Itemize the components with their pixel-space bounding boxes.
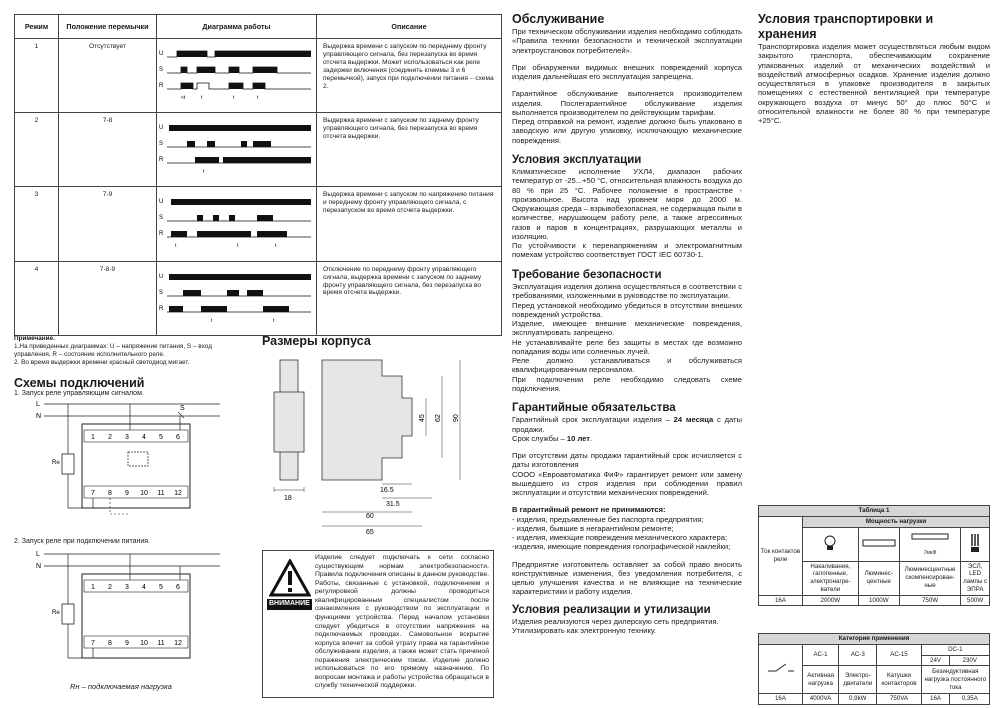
- cell: 16А: [759, 595, 803, 606]
- load-type: Люминесцентные скомпенсирован-ные: [899, 561, 960, 595]
- paragraph: Изделия реализуются через дилерскую сеть предприятия.: [512, 617, 719, 626]
- paragraph: По устойчивости к перенапряжениям и электромагнитным помехам устройство соответствует ГОСТ IEC 60730-1.: [512, 241, 742, 260]
- category-header: Категория применения: [759, 634, 990, 645]
- scheme-1-caption: 1. Запуск реле управляющим сигналом.: [14, 390, 144, 397]
- label-t: t: [233, 95, 235, 101]
- jumper-position: 7-9: [59, 187, 157, 261]
- wiring-scheme-1: [30, 398, 230, 528]
- scheme-2-caption: 2. Запуск реле при подключении питания.: [14, 538, 150, 545]
- svg-text:9: 9: [125, 640, 129, 647]
- paragraph: Срок службы – 10 лет.: [512, 433, 593, 443]
- svg-text:8: 8: [108, 490, 112, 497]
- warning-box: [262, 550, 494, 698]
- schemes-title: Схемы подключений: [14, 376, 145, 390]
- list-item: - изделия, бывшие в негарантийном ремонте;: [512, 523, 674, 533]
- svg-text:12: 12: [174, 640, 182, 647]
- mode-number: 3: [15, 187, 59, 261]
- dim-18: 18: [284, 495, 292, 502]
- paragraph: В гарантийный ремонт не принимаются:: [512, 505, 666, 515]
- label-n: N: [36, 413, 42, 420]
- label-r: R: [159, 157, 164, 164]
- cell: 2000W: [803, 595, 859, 606]
- mode-table: [14, 14, 502, 336]
- paragraph: Транспортировка изделия может осуществляться любым видом закрытого транспорта, обеспечивающим сохранение упакованных изделий от механических воздействий и воздействий атмосферных осадков. Хранение изделия должно осуществляться в упаковке производителя в закрытых помещениях с естественной вентиляцией при температуре окружающего воздуха от минус 50° до плюс 50°С и относительной влажности не более 80 % при температуре +25°С.: [758, 42, 990, 125]
- svg-text:4: 4: [142, 584, 146, 591]
- dim-60: 60: [366, 513, 374, 520]
- dim-31-5: 31.5: [386, 501, 400, 508]
- jumper-position: 7-8-9: [59, 261, 157, 335]
- mode-number: 4: [15, 261, 59, 335]
- category-desc: Электро-двигатели: [839, 666, 877, 694]
- dim-90: 90: [453, 414, 460, 422]
- current-header: Ток контактов реле: [759, 516, 803, 595]
- cell: 500W: [961, 595, 990, 606]
- dimensions-title: Размеры корпуса: [262, 334, 371, 348]
- mode-number: 2: [15, 113, 59, 187]
- label-n: N: [36, 563, 42, 570]
- svg-text:2: 2: [108, 434, 112, 441]
- label-t: t: [211, 317, 213, 324]
- header-jumper: Положение перемычки: [59, 15, 157, 39]
- timing-diagram: [157, 187, 317, 261]
- load-type: ЭСЛ, LED лампы с ЭПРА: [961, 561, 990, 595]
- operation-title: Условия эксплуатации: [512, 153, 642, 166]
- label-t-less: <t: [181, 95, 186, 101]
- header-diagram: Диаграмма работы: [157, 15, 317, 39]
- power-header: Мощность нагрузки: [803, 516, 990, 527]
- table-row: [15, 113, 502, 187]
- label-t: t: [237, 243, 239, 250]
- label-t: t: [175, 243, 177, 250]
- svg-text:6: 6: [176, 434, 180, 441]
- category: AC-3: [839, 644, 877, 666]
- cell: 1000W: [858, 595, 899, 606]
- label-rn: Rн: [52, 460, 60, 466]
- label-s: S: [159, 141, 164, 148]
- transport-title: Условия транспортировки и хранения: [758, 12, 934, 41]
- paragraph: Предприятие изготовитель оставляет за собой право вносить конструктивные изменения, без уведомления потребителя, с целью улучшения качества и не влияющие на технические характеристики и работу изделия.: [512, 559, 742, 597]
- svg-text:3: 3: [125, 434, 129, 441]
- header-mode: Режим: [15, 15, 59, 39]
- svg-text:11: 11: [157, 640, 165, 647]
- svg-text:2: 2: [108, 584, 112, 591]
- svg-text:11: 11: [157, 490, 165, 497]
- timing-diagram: [157, 113, 317, 187]
- warning-icon: [269, 559, 311, 597]
- label-l: L: [36, 401, 40, 408]
- disposal-title: Условия реализации и утилизации: [512, 603, 711, 616]
- svg-text:1: 1: [91, 584, 95, 591]
- mode-description: Выдержка времени с запуском по переднему фронту управляющего сигнала, без перезапуска во время отсчета выдержки. Может использоваться как реле задержки включения (соединить клеммы 3 и 6 перемычкой), запуск при подключении питания – схема 2.: [317, 39, 502, 113]
- paragraph: При обнаружении видимых внешних повреждений корпуса изделия дальнейшая его эксплуатация запрещена.: [512, 62, 742, 81]
- label-u: U: [159, 273, 164, 280]
- svg-text:12: 12: [174, 490, 182, 497]
- paragraph: Реле должно устанавливаться и обслуживаться квалифицированным персоналом.: [512, 356, 742, 375]
- compensated-tube-icon: 7мкФ: [899, 527, 960, 561]
- svg-text:10: 10: [140, 490, 148, 497]
- cell: 16А: [759, 694, 803, 705]
- header-description: Описание: [317, 15, 502, 39]
- cell: 0,9kW: [839, 694, 877, 705]
- lamp-icon: [803, 527, 859, 561]
- svg-text:6: 6: [176, 584, 180, 591]
- paragraph: При подключении реле необходимо следовать схеме подключения.: [512, 374, 742, 393]
- mode-description: Выдержка времени с запуском по напряжению питания и переднему фронту управляющего сигнала, с перезапуском во время отсчета выдержки.: [317, 187, 502, 261]
- dim-16-5: 16.5: [380, 487, 394, 494]
- middle-column: [512, 0, 742, 708]
- dim-62: 62: [435, 414, 442, 422]
- label-s: S: [159, 215, 164, 222]
- jumper-position: 7-8: [59, 113, 157, 187]
- label-t: t: [201, 95, 203, 101]
- warranty-title: Гарантийные обязательства: [512, 402, 676, 414]
- warning-label: ВНИМАНИЕ: [267, 599, 312, 610]
- svg-text:1: 1: [91, 434, 95, 441]
- category: DC-1: [921, 644, 989, 655]
- safety-title: Требование безопасности: [512, 268, 662, 281]
- esl-lamp-icon: [961, 527, 990, 561]
- svg-text:10: 10: [140, 640, 148, 647]
- label-s: S: [159, 67, 164, 73]
- contact-symbol: [759, 644, 803, 694]
- svg-text:3: 3: [125, 584, 129, 591]
- category: AC-1: [803, 644, 839, 666]
- note-title: Примечание.: [14, 335, 55, 342]
- table-title: Таблица 1: [759, 506, 990, 517]
- paragraph: При отсутствии даты продажи гарантийный срок исчисляется с даты изготовления: [512, 451, 742, 470]
- list-item: - изделия, имеющие повреждения механического характера;: [512, 533, 728, 543]
- label-u: U: [159, 51, 164, 57]
- cell: 750VA: [877, 694, 921, 705]
- label-t: t: [275, 243, 277, 250]
- label-rn: Rн: [52, 610, 60, 616]
- jumper-position: Отсутствует: [59, 39, 157, 113]
- table-row: [15, 261, 502, 335]
- label-u: U: [159, 199, 164, 206]
- table-row: [15, 39, 502, 113]
- voltage: 230V: [950, 655, 990, 666]
- label-s: S: [180, 405, 185, 412]
- timing-diagram: [157, 39, 317, 113]
- cell: 4000VA: [803, 694, 839, 705]
- label-r: R: [159, 305, 164, 312]
- table-row: [15, 187, 502, 261]
- load-type: Люминес-центные: [858, 561, 899, 595]
- load-caption: Rн – подключаемая нагрузка: [70, 682, 172, 691]
- paragraph: Изделие, имеющее внешние механические повреждения, эксплуатировать запрещено.: [512, 319, 742, 338]
- svg-text:7: 7: [91, 640, 95, 647]
- service-title: Обслуживание: [512, 12, 605, 26]
- note: [14, 335, 249, 367]
- timing-diagram: [157, 261, 317, 335]
- label-r: R: [159, 83, 164, 89]
- tube-lamp-icon: [858, 527, 899, 561]
- list-item: -изделия, имеющие повреждения голографической наклейки;: [512, 542, 731, 552]
- label-t: t: [203, 169, 205, 176]
- paragraph: Климатическое исполнение УХЛ4, диапазон рабочих температур от -25...+50 °С, относительная влажность воздуха до 80 % при 25 °С. Рабочее положение в пространстве - произвольное. Высота над уровнем моря до 2000 м. Окружающая среда – взрывобезопасная, не содержащая пыли в количестве, нарушающем работу реле, а также агрессивных газов и паров в концентрациях, разрушающих металлы и изоляцию.: [512, 167, 742, 241]
- mode-description: Отключение по переднему фронту управляющего сигнала, выдержка времени с запуском по заднему фронту управляющего сигнала, без перезапуска во время отсчета выдержки.: [317, 261, 502, 335]
- cell: 0,35А: [950, 694, 990, 705]
- paragraph: Перед установкой необходимо убедиться в отсутствии внешних повреждений устройства.: [512, 300, 742, 319]
- label-s: S: [159, 289, 164, 296]
- note-line: 1.На приведенных диаграммах: U – напряжение питания, S – вход управления, R – состояние исполнительного реле.: [14, 343, 212, 358]
- voltage: 24V: [921, 655, 950, 666]
- paragraph: Утилизировать как электронную технику.: [512, 626, 656, 636]
- housing-dimensions: [262, 352, 500, 542]
- paragraph: Эксплуатация изделия должна осуществляться в соответствии с требованиями, изложенными в руководстве по эксплуатации.: [512, 282, 742, 301]
- dim-65: 65: [366, 529, 374, 536]
- category-desc: Активная нагрузка: [803, 666, 839, 694]
- cell: 16А: [921, 694, 950, 705]
- wiring-scheme-2: [30, 548, 230, 678]
- category-desc: Катушки контакторов: [877, 666, 921, 694]
- paragraph: Не устанавливайте реле без защиты в местах где возможно попадания воды или солнечных лучей.: [512, 337, 742, 356]
- svg-text:5: 5: [159, 434, 163, 441]
- label-u: U: [159, 125, 164, 132]
- dim-45: 45: [419, 414, 426, 422]
- mode-number: 1: [15, 39, 59, 113]
- svg-text:5: 5: [159, 584, 163, 591]
- cell: 750W: [899, 595, 960, 606]
- load-type: Накаливания, галогенные, электронагре-ватели: [803, 561, 859, 595]
- svg-text:8: 8: [108, 640, 112, 647]
- mode-description: Выдержка времени с запуском по заднему фронту управляющего сигнала, без перезапуска во время отсчета выдержки.: [317, 113, 502, 187]
- paragraph: СООО «Евроавтоматика ФиФ» гарантирует ремонт или замену вышедшего из строя изделия при соблюдении правил эксплуатации и отсутствии механических повреждений.: [512, 469, 742, 498]
- label-r: R: [159, 231, 164, 238]
- paragraph: Гарантийный срок эксплуатации изделия – 24 месяца с даты продажи.: [512, 415, 742, 434]
- category: AC-15: [877, 644, 921, 666]
- warning-text: Изделие следует подключать к сети согласно существующим нормам электробезопасности. Правила подключения описаны в данном руководстве. Работы, связанные с установкой, подключением и регулировкой должны проводиться квалифицированным специалистом после ознакомления с руководством по эксплуатации и функциями устройства. Перед началом установки следует убедиться в отсутствии напряжения на подключаемых проводах. Самовольное вскрытие корпуса влечет за собой утрату права на гарантийное обслуживание изделия, а также может стать причиной поражения электрическим током. Изделие должно использоваться по его прямому назначению. По вопросам монтажа и работы устройства обращаться в службу технической поддержки.: [315, 554, 490, 690]
- paragraph: Гарантийное обслуживание выполняется производителем изделия. Послегарантийное обслуживание изделия выполняется производителем по действующим тарифам.: [512, 89, 742, 117]
- label-t: t: [257, 95, 259, 101]
- label-t: t: [273, 317, 275, 324]
- paragraph: При техническом обслуживании изделия необходимо соблюдать «Правила техники безопасности и технической эксплуатации электроустановок потребителей».: [512, 27, 742, 55]
- svg-text:4: 4: [142, 434, 146, 441]
- paragraph: Перед отправкой на ремонт, изделие должно быть упаковано в заводскую или другую упаковку, исключающую механические повреждения.: [512, 117, 742, 145]
- label-l: L: [36, 551, 40, 558]
- svg-text:9: 9: [125, 490, 129, 497]
- note-line: 2. Во время выдержки времени красный светодиод мигает.: [14, 359, 190, 366]
- list-item: - изделия, предъявленные без паспорта предприятия;: [512, 514, 704, 524]
- category-table: [758, 633, 990, 705]
- svg-text:7: 7: [91, 490, 95, 497]
- table-1: [758, 505, 990, 606]
- category-desc: Безиндуктивная нагрузка постоянного тока: [921, 666, 989, 694]
